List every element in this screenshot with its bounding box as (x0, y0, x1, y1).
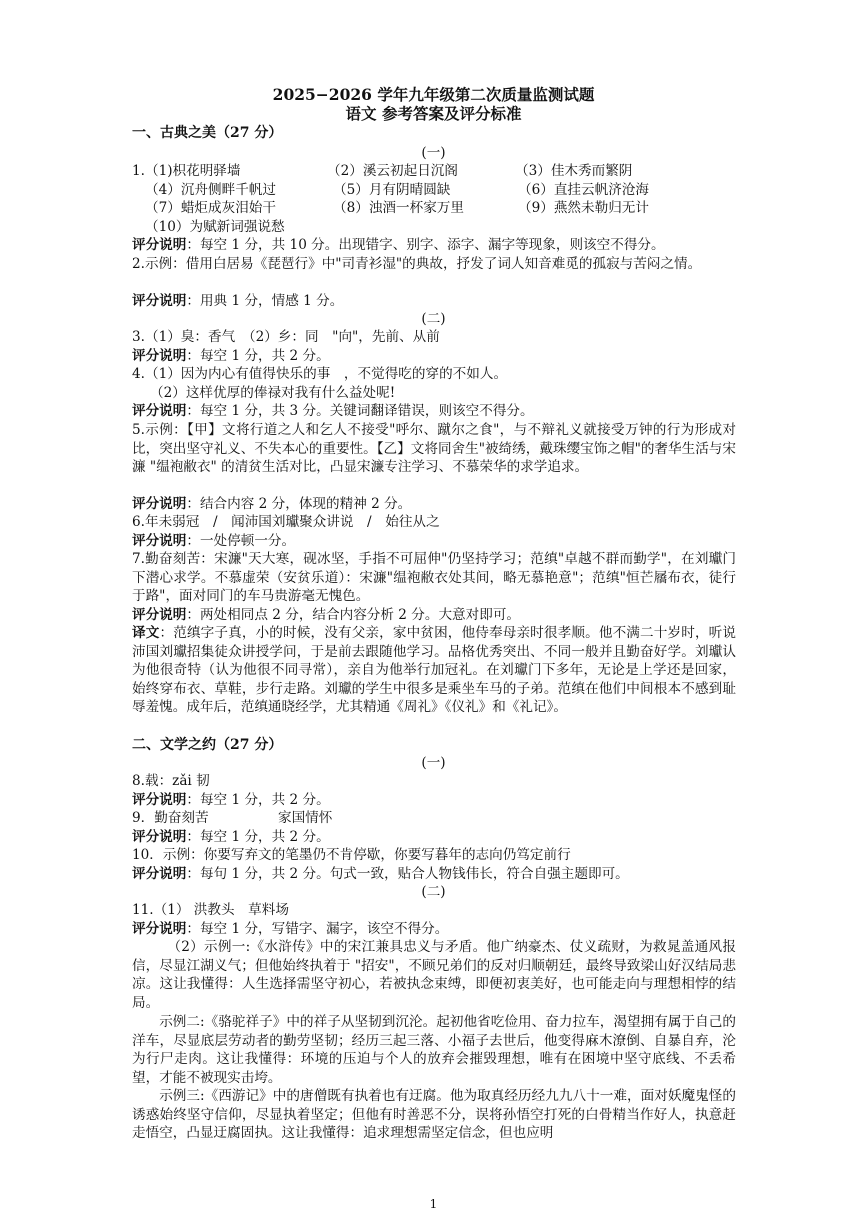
score-label: 评分说明 (132, 237, 187, 253)
score-label: 评分说明 (132, 533, 187, 549)
q4-score-note: 评分说明：每空 1 分，共 3 分。关键词翻译错误，则该空不得分。 (132, 403, 534, 419)
q11-2-example-2: 示例二:《骆驼祥子》中的祥子从坚韧到沉沦。起初他省吃俭用、奋力拉车，渴望拥有属于自己的洋车，尽显底层劳动者的勤劳坚韧；经历三起三落、小福子去世后，他变得麻木潦倒、自暴自弃，沦为行尸走肉。这让我懂得：环境的压迫与个人的放弃会摧毁理想，唯有在困境中坚守底线、不丢希望，才能不被现实击垮。 (132, 1014, 736, 1086)
q1-item-3: （3）佳木秀而繁阴 (515, 163, 633, 179)
q1-item-4: （4）沉舟侧畔千帆过 (145, 182, 276, 198)
q4-answer-1: 4.（1）因为内心有值得快乐的事 ，不觉得吃的穿的不如人。 (132, 366, 508, 382)
q2-answer: 2.示例：借用白居易《琵琶行》中"司青衫湿"的典故，抒发了词人知音难觅的孤寂与苦闷之情。 (132, 256, 702, 272)
score-label: 评分说明 (132, 293, 187, 309)
q7-score-note: 评分说明：两处相同点 2 分，结合内容分析 2 分。大意对即可。 (132, 607, 521, 623)
q10-answer: 10．示例：你要写弃文的笔墨仍不肯停歇，你要写暮年的志向仍笃定前行 (132, 847, 571, 863)
q11-2-example-1: （2）示例一:《水浒传》中的宋江兼具忠义与矛盾。他广纳豪杰、仗义疏财，为救晁盖通风报信，尽显江湖义气；但他始终执着于 "招安"，不顾兄弟们的反对归顺朝廷，最终导致梁山好汉结局悲凉。这让我懂得：人生选择需坚守初心，若被执念束缚，即便初衷美好，也可能走向与理想相悖的结局。 (132, 939, 736, 1011)
q4-answer-2: （2）这样优厚的俸禄对我有什么益处呢! (150, 385, 396, 401)
q8-score-note: 评分说明：每空 1 分，共 2 分。 (132, 792, 330, 808)
score-label: 评分说明 (132, 829, 187, 845)
q11-1-answer: 11.（1） 洪教头 草料场 (132, 902, 289, 918)
page-number: 1 (429, 1197, 438, 1211)
score-label: 评分说明 (132, 403, 187, 419)
q3-answer: 3.（1）臭：香气 （2）乡：同 "向"，先前、从前 (132, 329, 440, 345)
q1-item-1: 1.（1)枳花明驿墙 (132, 163, 241, 179)
q9-score-note: 评分说明：每空 1 分，共 2 分。 (132, 829, 330, 845)
q6-score-note: 评分说明：一处停顿一分。 (132, 533, 296, 549)
q1-item-5: （5）月有阴晴圆缺 (333, 182, 451, 198)
q9-answer-2: 家国情怀 (278, 810, 333, 826)
part-2-1-label: (一) (421, 755, 446, 771)
score-label: 评分说明 (132, 792, 187, 808)
part-1-2-label: (二) (421, 311, 446, 327)
part-2-2-label: (二) (421, 884, 446, 900)
score-label: 评分说明 (132, 348, 187, 364)
q5-answer: 5.示例：【甲】文将行道之人和乞人不接受"呼尔、蹴尔之食"，与不辩礼义就接受万钟的行为形成对比，突出坚守礼义、不失本心的重要性。【乙】文将同舍生"被绮绣，戴珠缨宝饰之帽"的奢华生活与宋濂 "缊袍敝衣" 的清贫生活对比，凸显宋濂专注学习、不慕荣华的求学追求。 (132, 422, 736, 476)
q1-item-10: （10）为赋新词强说愁 (145, 219, 285, 235)
score-label: 评分说明 (132, 607, 187, 623)
q9-answer-1: 9．勤奋刻苦 (132, 810, 209, 826)
part-1-1-label: (一) (421, 145, 446, 161)
q2-score-note: 评分说明：用典 1 分，情感 1 分。 (132, 293, 344, 309)
q1-score-note: 评分说明：每空 1 分，共 10 分。出现错字、别字、添字、漏字等现象，则该空不得分。 (132, 237, 665, 253)
q1-item-2: （2）溪云初起日沉阁 (327, 163, 458, 179)
section-2-heading: 二、文学之约（27 分） (132, 737, 283, 753)
q5-score-note: 评分说明：结合内容 2 分，体现的精神 2 分。 (132, 496, 412, 512)
q10-score-note: 评分说明：每句 1 分，共 2 分。句式一致，贴合人物钱伟长，符合自强主题即可。 (132, 866, 629, 882)
section-1-heading: 一、古典之美（27 分） (132, 125, 283, 141)
score-label: 评分说明 (132, 496, 187, 512)
score-label: 评分说明 (132, 866, 187, 882)
q6-answer: 6.年未弱冠 / 闻沛国刘瓛聚众讲说 / 始往从之 (132, 514, 440, 530)
document-title: 2025−2026 学年九年级第二次质量监测试题 (272, 85, 595, 104)
translation-paragraph: 译文：范缜字子真，小的时候，没有父亲，家中贫困，他侍奉母亲时很孝顺。他不满二十岁时，听说沛国刘瓛招集徒众讲授学问，于是前去跟随他学习。品格优秀突出、不同一般并且勤奋好学。刘瓛认为他很奇特（认为他很不同寻常），亲自为他举行加冠礼。在刘瓛门下多年，无论是上学还是回家，始终穿布衣、草鞋，步行走路。刘瓛的学生中很多是乘坐车马的子弟。范缜在他们中间根本不感到耻辱羞愧。成年后，范缜通晓经学，尤其精通《周礼》《仪礼》和《礼记》。 (132, 625, 737, 716)
score-label: 评分说明 (132, 921, 187, 937)
q1-item-9: （9）燕然未勒归无计 (518, 200, 649, 216)
q1-item-7: （7）蜡炬成灰泪始干 (145, 200, 276, 216)
q7-answer: 7.勤奋刻苦：宋濂"天大寒，砚冰坚，手指不可屈伸"仍坚持学习；范缜"卓越不群而勤学"，在刘瓛门下潜心求学。不慕虚荣（安贫乐道）：宋濂"缊袍敝衣处其间，略无慕艳意"；范缜"恒芒屩布衣，徒行于路"，面对同门的车马贵游毫无愧色。 (132, 551, 736, 605)
q8-answer: 8.载：zǎi 韧 (132, 773, 210, 789)
translation-label: 译文 (132, 625, 160, 641)
document-subtitle: 语文 参考答案及评分标准 (345, 104, 522, 123)
q11-2-example-3: 示例三:《西游记》中的唐僧既有执着也有迂腐。他为取真经历经九九八十一难，面对妖魔鬼怪的诱惑始终坚守信仰，尽显执着坚定；但他有时善恶不分，误将孙悟空打死的白骨精当作好人，执意赶走悟空，凸显迂腐固执。这让我懂得：追求理想需坚定信念，但也应明 (132, 1088, 736, 1142)
q11-score-note: 评分说明：每空 1 分，写错字、漏字，该空不得分。 (132, 921, 449, 937)
q3-score-note: 评分说明：每空 1 分，共 2 分。 (132, 348, 330, 364)
q1-item-6: （6）直挂云帆济沧海 (518, 182, 649, 198)
q1-item-8: （8）浊酒一杯家万里 (333, 200, 464, 216)
